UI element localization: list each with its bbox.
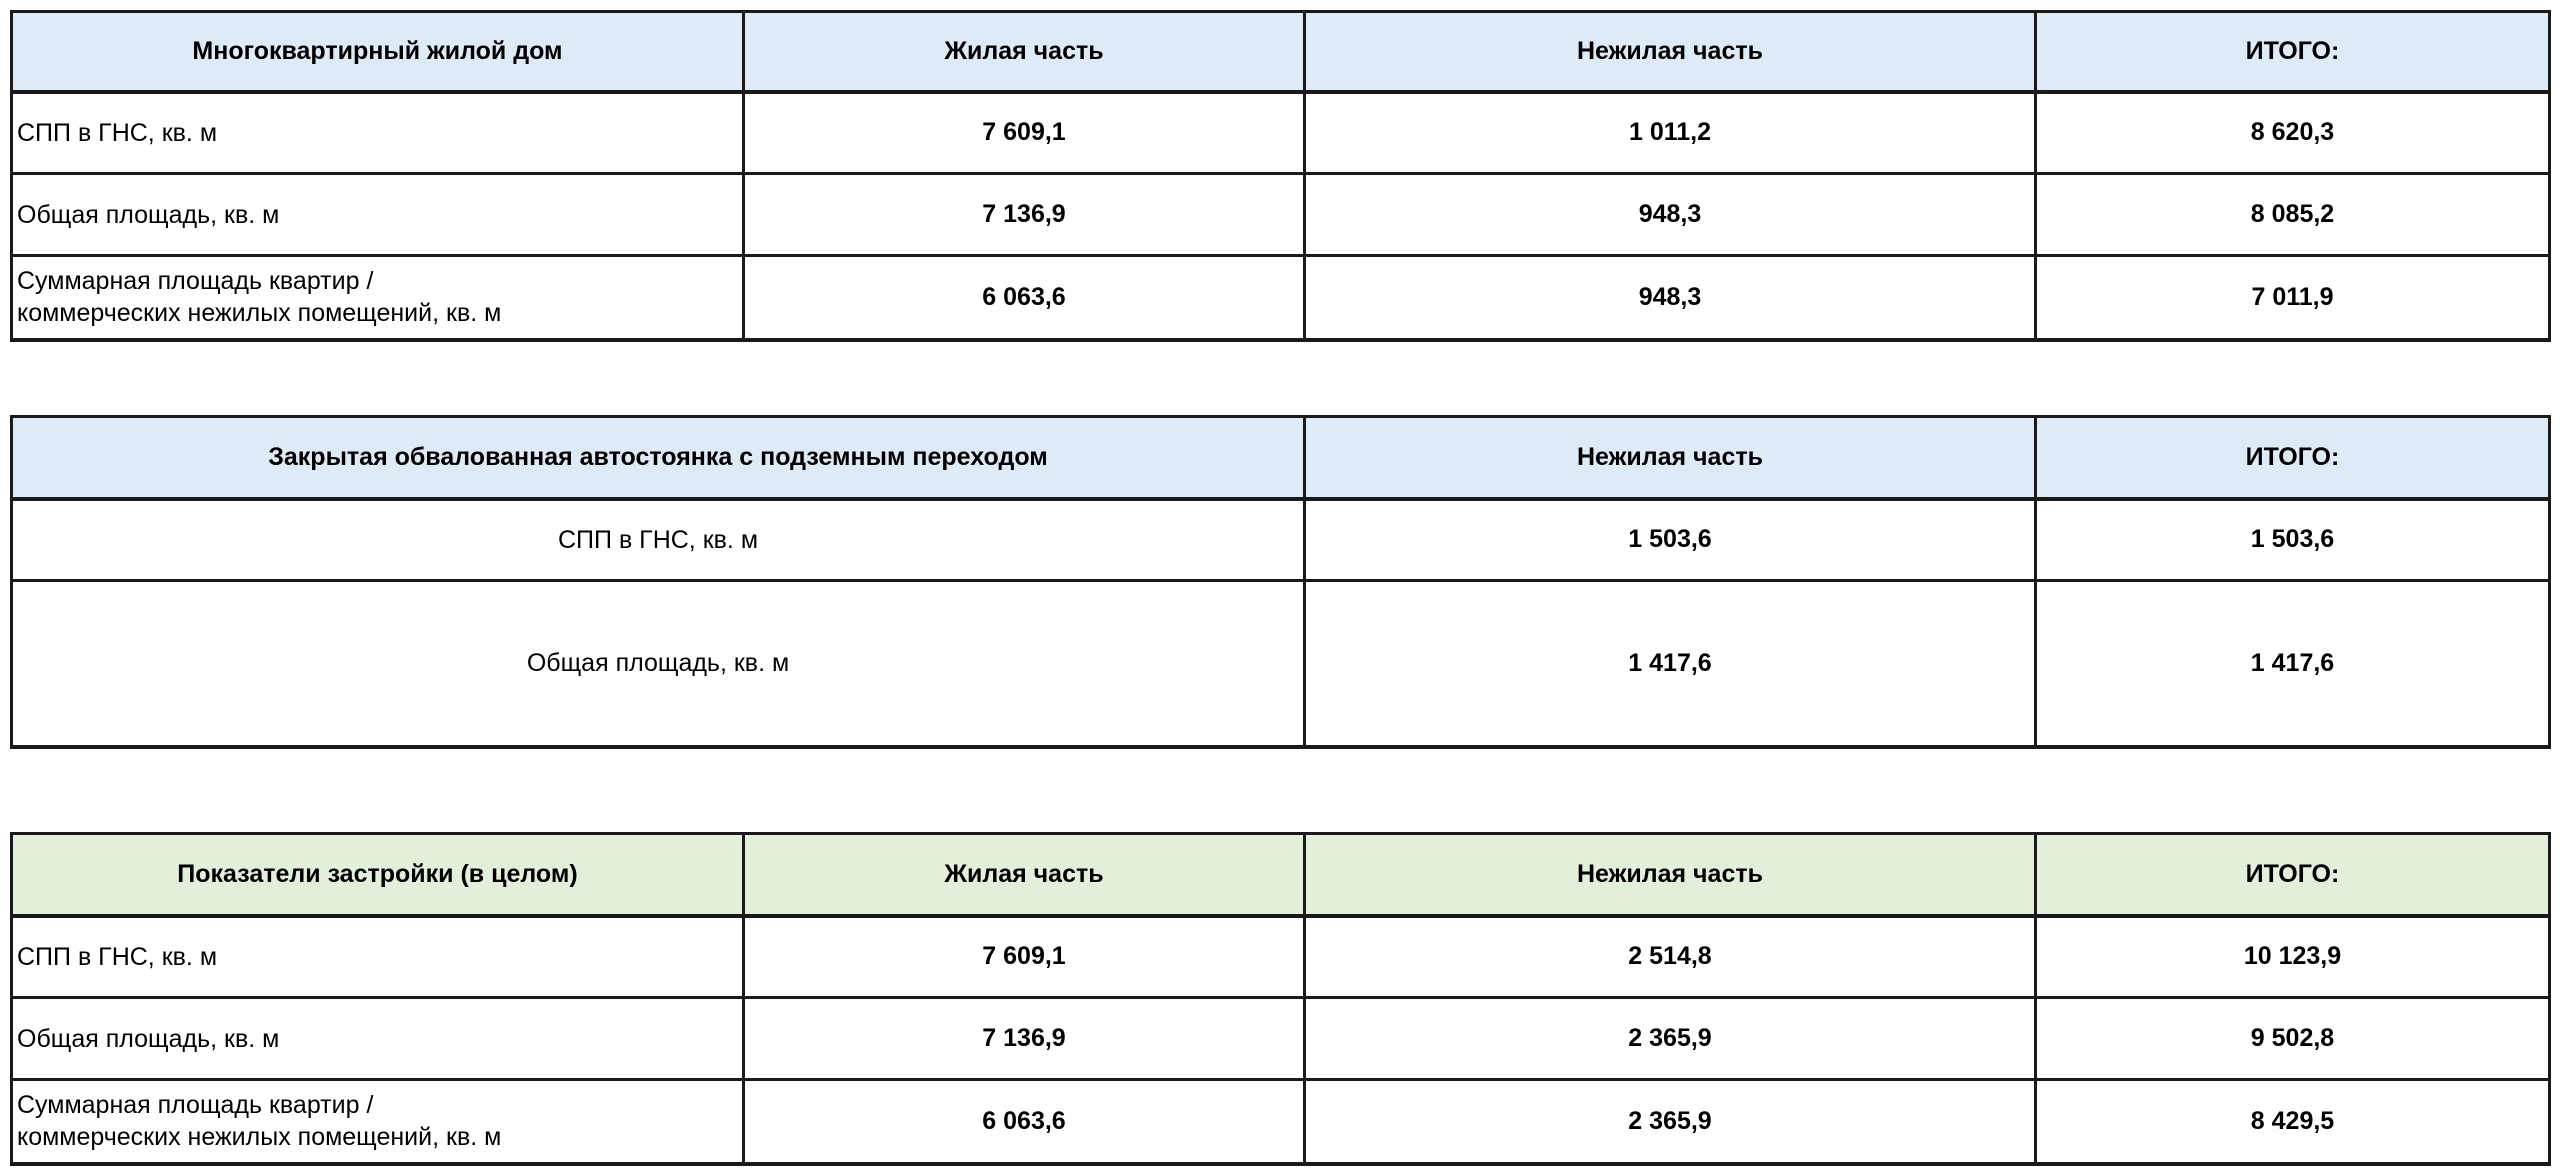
table-header-row — [12, 12, 2550, 92]
value-nonresidential: 1 011,2 — [1305, 92, 2036, 174]
header-cell-building: Многоквартирный жилой дом — [12, 12, 744, 92]
parking-table — [10, 415, 2551, 749]
row-label — [12, 256, 744, 340]
table-row — [12, 174, 2550, 256]
header-cell-nonresidential: Нежилая часть — [1305, 12, 2036, 92]
table-row — [12, 499, 2550, 581]
value-residential: 7 136,9 — [744, 174, 1305, 256]
row-label: Общая площадь, кв. м — [12, 998, 744, 1080]
header-cell-development: Показатели застройки (в целом) — [12, 834, 744, 916]
header-cell-nonresidential: Нежилая часть — [1305, 417, 2036, 499]
header-cell-total: ИТОГО: — [2036, 417, 2550, 499]
row-label — [12, 1080, 744, 1164]
value-total: 8 429,5 — [2036, 1080, 2550, 1164]
row-label-line: Суммарная площадь квартир / — [17, 267, 374, 296]
table-row — [12, 581, 2550, 747]
table-header-row — [12, 417, 2550, 499]
row-label: СПП в ГНС, кв. м — [12, 92, 744, 174]
table-row — [12, 1080, 2550, 1164]
header-cell-total: ИТОГО: — [2036, 12, 2550, 92]
table-header-row — [12, 834, 2550, 916]
value-nonresidential: 2 365,9 — [1305, 1080, 2036, 1164]
row-label-line: Суммарная площадь квартир / — [17, 1091, 374, 1120]
table-row — [12, 256, 2550, 340]
table-row — [12, 916, 2550, 998]
value-total: 7 011,9 — [2036, 256, 2550, 340]
row-label: Общая площадь, кв. м — [12, 581, 1305, 747]
value-residential: 7 609,1 — [744, 916, 1305, 998]
value-nonresidential: 1 417,6 — [1305, 581, 2036, 747]
table-row — [12, 998, 2550, 1080]
row-label: Общая площадь, кв. м — [12, 174, 744, 256]
value-nonresidential: 2 365,9 — [1305, 998, 2036, 1080]
value-total: 1 503,6 — [2036, 499, 2550, 581]
row-label: СПП в ГНС, кв. м — [12, 499, 1305, 581]
row-label-line: коммерческих нежилых помещений, кв. м — [17, 1123, 502, 1152]
row-label-line: коммерческих нежилых помещений, кв. м — [17, 299, 502, 328]
table-row — [12, 92, 2550, 174]
value-residential: 6 063,6 — [744, 1080, 1305, 1164]
header-cell-residential: Жилая часть — [744, 834, 1305, 916]
value-total: 9 502,8 — [2036, 998, 2550, 1080]
value-nonresidential: 948,3 — [1305, 256, 2036, 340]
header-cell-residential: Жилая часть — [744, 12, 1305, 92]
header-cell-total: ИТОГО: — [2036, 834, 2550, 916]
development-summary-table — [10, 832, 2551, 1166]
value-total: 1 417,6 — [2036, 581, 2550, 747]
value-residential: 7 609,1 — [744, 92, 1305, 174]
value-total: 8 085,2 — [2036, 174, 2550, 256]
header-cell-nonresidential: Нежилая часть — [1305, 834, 2036, 916]
value-nonresidential: 948,3 — [1305, 174, 2036, 256]
value-total: 8 620,3 — [2036, 92, 2550, 174]
value-nonresidential: 2 514,8 — [1305, 916, 2036, 998]
value-residential: 6 063,6 — [744, 256, 1305, 340]
value-nonresidential: 1 503,6 — [1305, 499, 2036, 581]
row-label: СПП в ГНС, кв. м — [12, 916, 744, 998]
header-cell-parking: Закрытая обвалованная автостоянка с подземным переходом — [12, 417, 1305, 499]
value-residential: 7 136,9 — [744, 998, 1305, 1080]
value-total: 10 123,9 — [2036, 916, 2550, 998]
residential-building-table — [10, 10, 2551, 342]
